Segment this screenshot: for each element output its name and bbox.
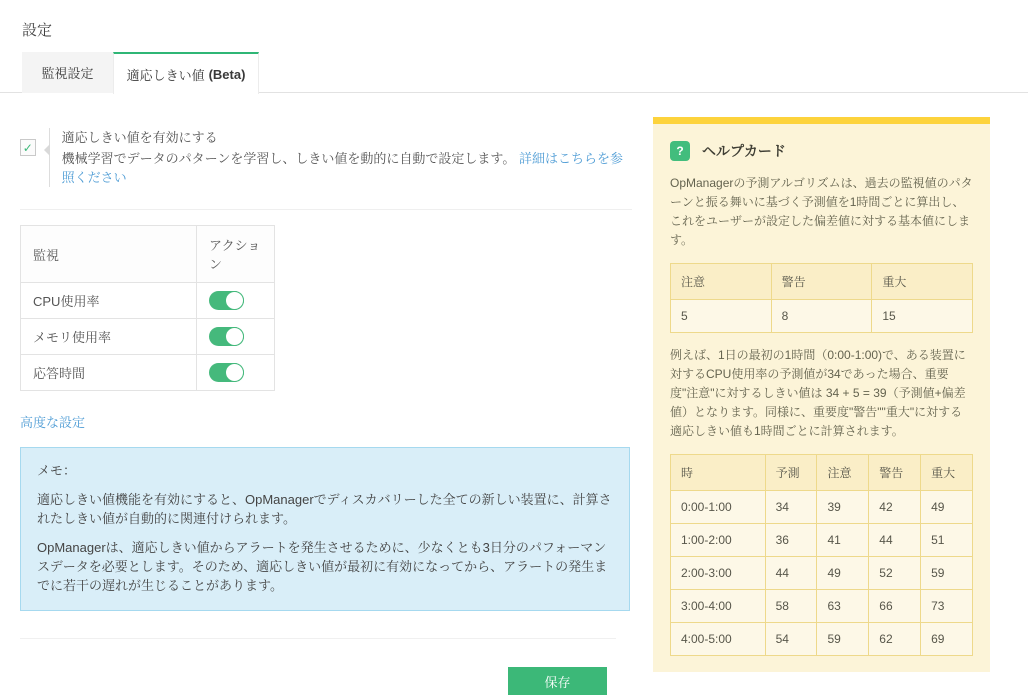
toggle-knob [225,327,244,346]
tab-label: 監視設定 [41,66,94,81]
memo-paragraph: 適応しきい値機能を有効にすると、OpManagerでディスカバリーした全ての新しい装置に、計算されたしきい値が自動的に関連付けられます。 [37,492,612,526]
cell: 58 [765,590,817,623]
table-row [671,623,973,656]
enable-adaptive-checkbox[interactable] [20,139,36,156]
tab-label: 適応しきい値 [126,67,205,83]
cell: 59 [921,557,973,590]
table-row [21,283,275,319]
actions-row [20,667,632,695]
cell: 4:00-5:00 [671,623,766,656]
enable-adaptive-text [49,128,632,187]
help-card [653,117,990,672]
memo-paragraph: OpManagerは、適応しきい値からアラートを発生させるために、少なくとも3日分のパフォーマンスデータを必要とします。そのため、適応しきい値が最初に有効になってから、アラートの発生までに若干の遅れが生じることがあります。 [37,540,608,593]
cell: 49 [921,491,973,524]
enable-title: 適応しきい値を有効にする [61,130,218,145]
cell: 39 [817,491,869,524]
memory-usage-toggle[interactable] [209,327,244,346]
column-header: 注意 [817,455,869,491]
cell: 52 [869,557,921,590]
column-header: 警告 [771,264,872,300]
column-header: 時 [671,455,766,491]
cell: 44 [869,524,921,557]
cell: 41 [817,524,869,557]
enable-adaptive-row [20,128,632,187]
cell: 49 [817,557,869,590]
checkmark-icon: ✓ [22,140,33,155]
tab-adaptive-threshold[interactable] [113,52,259,94]
tab-monitoring-settings[interactable] [22,52,113,93]
monitor-column-header: 監視 [21,226,197,283]
table-row [21,319,275,355]
cell: 3:00-4:00 [671,590,766,623]
deviation-value: 8 [771,300,872,333]
table-row [21,355,275,391]
cell: 44 [765,557,817,590]
toggle-knob [225,291,244,310]
deviation-table [670,263,973,333]
memo-box [20,447,630,611]
cell: 42 [869,491,921,524]
help-card-header [670,141,973,161]
cell: 51 [921,524,973,557]
deviation-value: 15 [872,300,973,333]
cell: 1:00-2:00 [671,524,766,557]
response-time-toggle[interactable] [209,363,244,382]
column-header: 予測 [765,455,817,491]
cpu-usage-toggle[interactable] [209,291,244,310]
help-paragraph: OpManagerの予測アルゴリズムは、過去の監視値のパターンと振る舞いに基づく予測値を1時間ごとに算出し、これをユーザーが設定した偏差値に対する基本値にします。 [670,176,973,247]
table-row [671,590,973,623]
cell: 54 [765,623,817,656]
cell: 0:00-1:00 [671,491,766,524]
monitor-name: メモリ使用率 [21,319,197,355]
table-row [671,524,973,557]
cell: 34 [765,491,817,524]
help-paragraph: 例えば、1日の最初の1時間（0:00-1:00)で、ある装置に対するCPU使用率の予測値が34であった場合、重要度"注意"に対するしきい値は 34 + 5 = 39（予測値+偏差値）となります。同様に、重要度"警告""重大"に対する適応しきい値も1時間ごとに計算されます。 [670,348,966,438]
tab-bar [0,52,1028,93]
advanced-settings-link[interactable]: 高度な設定 [20,415,86,430]
settings-panel [20,118,632,695]
column-header: 重大 [921,455,973,491]
monitor-name: 応答時間 [21,355,197,391]
question-mark-icon: ? [670,141,690,161]
action-column-header: アクション [197,226,275,283]
monitor-name: CPU使用率 [21,283,197,319]
table-row [671,557,973,590]
table-header-row [671,455,973,491]
monitor-table [20,225,275,391]
cell: 59 [817,623,869,656]
save-button[interactable]: 保存 [508,667,607,695]
column-header: 注意 [671,264,772,300]
tab-beta-suffix: (Beta) [208,66,246,82]
table-row [671,491,973,524]
help-card-title: ヘルプカード [702,143,786,159]
column-header: 重大 [872,264,973,300]
cell: 66 [869,590,921,623]
cell: 63 [817,590,869,623]
column-header: 警告 [869,455,921,491]
table-row [671,300,973,333]
section-divider [20,209,632,210]
cell: 69 [921,623,973,656]
memo-title: メモ： [37,463,77,478]
table-header-row [21,226,275,283]
enable-description: 機械学習でデータのパターンを学習し、しきい値を動的に自動で設定します。 詳細はこちらを参照ください [61,151,623,185]
cell: 62 [869,623,921,656]
hourly-threshold-table [670,454,973,656]
page-title: 設定 [22,22,53,39]
table-header-row [671,264,973,300]
deviation-value: 5 [671,300,772,333]
cell: 2:00-3:00 [671,557,766,590]
cell: 73 [921,590,973,623]
toggle-knob [225,363,244,382]
section-divider [20,638,616,639]
cell: 36 [765,524,817,557]
details-link[interactable]: 詳細はこちらを参照ください [61,151,623,185]
